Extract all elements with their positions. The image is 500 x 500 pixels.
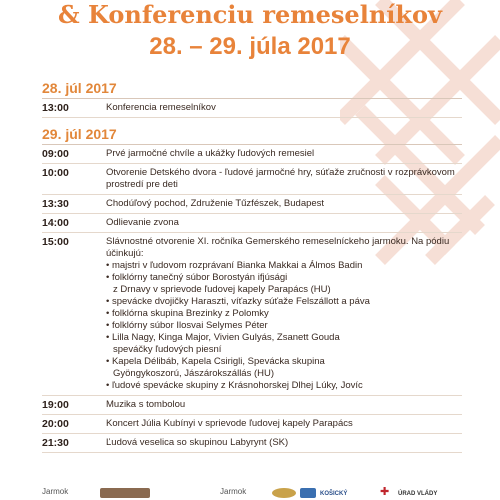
day-section [42,80,462,118]
event-description: Ľudová veselica so skupinou Labyrynt (SK) [106,437,289,448]
event-dates: 28. – 29. júla 2017 [149,33,351,60]
crest-logo [272,488,296,498]
performer-item: • ľudové spevácke skupiny z Krásnohorskej Dlhej Lúky, Jovíc [106,380,363,391]
performer-item: • folklórny súbor Ilosvai Selymes Péter [106,320,268,331]
event-time: 15:00 [42,236,69,248]
event-description: Konferencia remeselníkov [106,102,216,113]
event-description-block [106,236,462,392]
event-description: Chodúľový pochod, Združenie Tűzfészek, Budapest [106,198,325,209]
schedule-row [42,233,462,396]
schedule-row [42,195,462,214]
event-time: 14:00 [42,217,69,229]
footer [0,484,500,500]
event-description: Slávnostné otvorenie XI. ročníka Gemerského remeselníckeho jarmoku. Na pódiu účinkujú: [106,236,450,259]
schedule-row [42,434,462,453]
program-schedule [42,80,462,453]
performer-item: z Drnavy v sprievode ľudovej kapely Parapács (HU) [113,284,331,295]
header [0,0,500,62]
event-time: 20:00 [42,418,69,430]
footer-label: Jarmok [42,487,69,496]
event-description: Muzika s tombolou [106,399,186,410]
event-title: & Konferenciu remeselníkov [58,0,442,29]
day-heading: 28. júl 2017 [42,80,462,99]
event-time: 13:30 [42,198,69,210]
event-description: Prvé jarmočné chvíle a ukážky ľudových remesiel [106,148,315,159]
jarmok-logo [100,488,150,498]
footer-label: Jarmok [220,487,247,496]
event-time: 09:00 [42,148,69,160]
kosicky-logo-text: KOŠICKÝ [320,491,348,497]
partner-logo [300,488,316,498]
day-heading: 29. júl 2017 [42,126,462,145]
schedule-row [42,415,462,434]
schedule-row [42,99,462,118]
event-description: Otvorenie Detského dvora - ľudové jarmočné hry, súťaže zručnosti v rozprávkovom prostredí pre deti [106,167,455,190]
schedule-row [42,145,462,164]
day-section [42,126,462,453]
performer-item: • Lilla Nagy, Kinga Major, Vivien Gulyás, Zsanett Gouda [106,332,340,343]
performer-item: Gyöngykoszorú, Jászárokszállás (HU) [113,368,275,379]
event-time: 13:00 [42,102,69,114]
performer-item: speváčky ľudových piesní [113,344,222,355]
urad-vlady-logo-text: ÚRAD VLÁDY [398,491,438,497]
event-time: 19:00 [42,399,69,411]
event-time: 10:00 [42,167,69,179]
performer-item: • spevácke dvojičky Haraszti, víťazky súťaže Felszállott a páva [106,296,370,307]
performer-item: • majstri v ľudovom rozprávaní Bianka Makkai a Álmos Badin [106,260,363,271]
schedule-row [42,396,462,415]
performer-item: • folklórny tanečný súbor Borostyán ifjúsági [106,272,288,283]
cross-icon: ✚ [380,486,390,498]
event-description: Odlievanie zvona [106,217,179,228]
schedule-row [42,164,462,195]
schedule-row [42,214,462,233]
performer-list [106,260,462,392]
performer-item: • Kapela Délibáb, Kapela Csirigli, Spevácka skupina [106,356,325,367]
performer-item: • folklórna skupina Brezinky z Polomky [106,308,269,319]
event-time: 21:30 [42,437,69,449]
event-description: Koncert Júlia Kubínyi v sprievode ľudovej kapely Parapács [106,418,353,429]
